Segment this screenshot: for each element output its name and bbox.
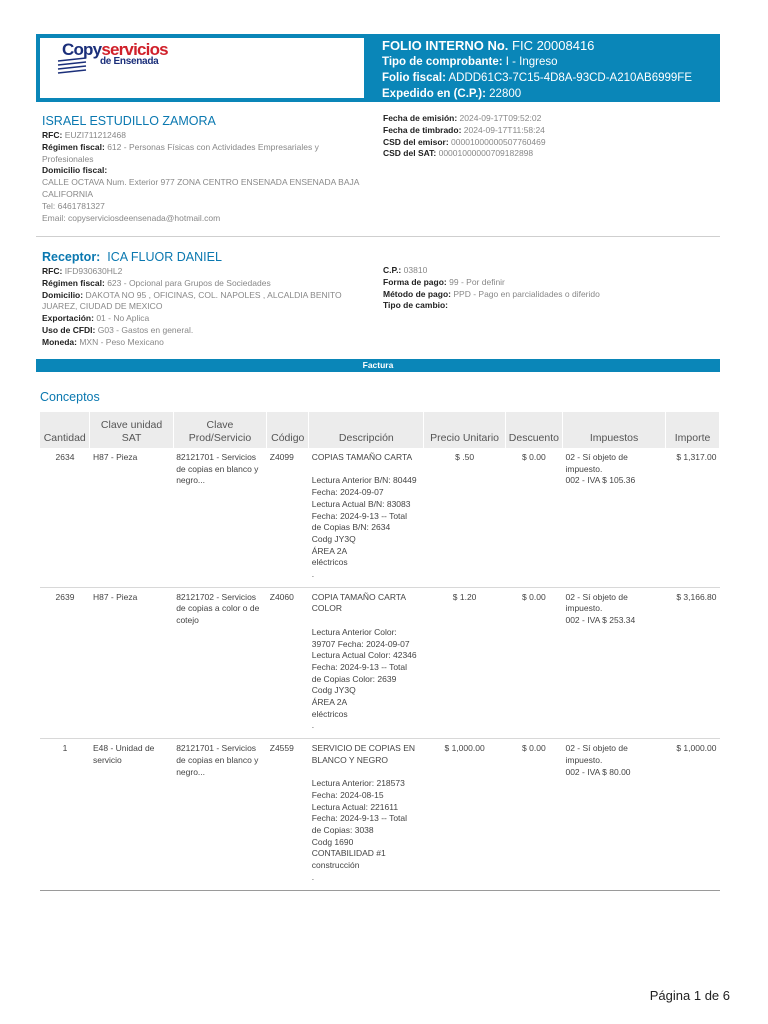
tipo-value: I - Ingreso bbox=[505, 56, 558, 68]
receptor-rfc: IFD930630HL2 bbox=[64, 266, 123, 276]
emisor-regimen-label: Régimen fiscal: bbox=[42, 141, 105, 152]
receptor-name: ICA FLUOR DANIEL bbox=[107, 250, 222, 264]
logo-text-copy: Copy bbox=[62, 40, 102, 59]
logo-subtitle: de Ensenada bbox=[100, 56, 159, 67]
desc-line: ÁREA 2A bbox=[311, 545, 348, 556]
desc-title: COPIA TAMAÑO CARTA COLOR bbox=[311, 591, 406, 614]
col-prod: Clave Prod/Servicio bbox=[173, 412, 267, 448]
csd-emisor: 00001000000507760469 bbox=[451, 136, 546, 147]
impuesto-line: 02 - Sí objeto de bbox=[565, 591, 628, 602]
desc-line: Codg JY3Q bbox=[311, 685, 356, 696]
receptor-regimen-label: Régimen fiscal: bbox=[42, 277, 105, 288]
cell-descripcion bbox=[309, 739, 424, 890]
desc-line: . bbox=[311, 569, 315, 580]
desc-line: Lectura Actual Color: 42346 bbox=[311, 650, 417, 661]
cell-descripcion bbox=[309, 587, 424, 738]
impuesto-line: 002 - IVA $ 253.34 bbox=[565, 615, 636, 626]
cell-impuestos bbox=[562, 587, 665, 738]
desc-line: de Copias: 3038 bbox=[311, 825, 374, 836]
logo-stripes-icon bbox=[56, 57, 96, 75]
company-logo bbox=[56, 41, 166, 77]
receptor-rfc-label: RFC: bbox=[42, 266, 63, 276]
emisor-regimen: 612 - Personas Físicas con Actividades Empresariales y Profesionales bbox=[42, 141, 319, 164]
desc-line: Fecha: 2024-9-13 -- Total bbox=[311, 813, 408, 824]
conceptos-table bbox=[40, 412, 720, 891]
fecha-emision: 2024-09-17T09:52:02 bbox=[459, 113, 542, 123]
fiscal-label: Folio fiscal: bbox=[382, 72, 446, 84]
metodo-pago: PPD - Pago en parcialidades o diferido bbox=[453, 288, 600, 299]
receptor-label: Receptor: bbox=[42, 250, 101, 264]
desc-line: . bbox=[311, 871, 315, 882]
cell-prod: 82121701 - Servicios de copias en blanco y negro... bbox=[173, 448, 267, 587]
impuesto-line: impuesto. bbox=[565, 463, 603, 474]
cell-descuento: $ 0.00 bbox=[505, 739, 562, 890]
conceptos-title: Conceptos bbox=[40, 390, 100, 404]
desc-line: de Copias B/N: 2634 bbox=[311, 522, 391, 533]
cell-unidad: H87 - Pieza bbox=[90, 448, 173, 587]
factura-bar: Factura bbox=[36, 359, 720, 372]
table-row bbox=[40, 739, 720, 890]
pago-info bbox=[383, 265, 600, 312]
cell-importe: $ 1,000.00 bbox=[666, 739, 720, 890]
impuesto-line: 02 - Sí objeto de bbox=[565, 743, 628, 754]
desc-line: de Copias Color: 2639 bbox=[311, 673, 397, 684]
receptor-exportacion-label: Exportación: bbox=[42, 313, 94, 324]
col-codigo: Código bbox=[267, 412, 309, 448]
receptor-moneda-label: Moneda: bbox=[42, 336, 77, 347]
desc-line: . bbox=[311, 720, 315, 731]
col-importe: Importe bbox=[666, 412, 720, 448]
metodo-pago-label: Método de pago: bbox=[383, 288, 451, 299]
cell-descuento: $ 0.00 bbox=[505, 587, 562, 738]
desc-line: Codg 1690 bbox=[311, 836, 354, 847]
impuesto-line: 02 - Sí objeto de bbox=[565, 452, 628, 462]
cell-impuestos bbox=[562, 739, 665, 890]
desc-line: Fecha: 2024-08-15 bbox=[311, 789, 384, 800]
cell-precio: $ 1,000.00 bbox=[424, 739, 505, 890]
receptor-uso: G03 - Gastos en general. bbox=[97, 324, 194, 335]
cell-descripcion bbox=[309, 448, 424, 587]
col-descuento: Descuento bbox=[505, 412, 562, 448]
folio-label: FOLIO INTERNO No. bbox=[382, 38, 509, 53]
desc-title: COPIAS TAMAÑO CARTA bbox=[311, 452, 413, 462]
cell-unidad: E48 - Unidad de servicio bbox=[90, 739, 173, 890]
cell-prod: 82121701 - Servicios de copias en blanco y negro... bbox=[173, 739, 267, 890]
cell-codigo: Z4099 bbox=[267, 448, 309, 587]
emisor-domicilio-label: Domicilio fiscal: bbox=[42, 165, 108, 176]
tipo-label: Tipo de comprobante: bbox=[382, 56, 503, 68]
cell-precio: $ .50 bbox=[424, 448, 505, 587]
emisor-tel: Tel: 6461781327 bbox=[42, 200, 105, 211]
cell-precio: $ 1.20 bbox=[424, 587, 505, 738]
cell-importe: $ 1,317.00 bbox=[666, 448, 720, 587]
receptor-domicilio: DAKOTA NO 95 , OFICINAS, COL. NAPOLES , ALCALDIA BENITO JUAREZ, CIUDAD DE MEXICO bbox=[42, 289, 342, 312]
timbrado-info bbox=[383, 113, 546, 160]
expedido-value: 22800 bbox=[489, 88, 522, 100]
impuesto-line: impuesto. bbox=[565, 754, 603, 765]
page-number: Página 1 de 6 bbox=[649, 988, 730, 1003]
cell-unidad: H87 - Pieza bbox=[90, 587, 173, 738]
fecha-timbrado-label: Fecha de timbrado: bbox=[383, 124, 462, 135]
receptor-uso-label: Uso de CFDI: bbox=[42, 324, 96, 335]
receptor-heading bbox=[42, 249, 372, 265]
col-cantidad: Cantidad bbox=[40, 412, 90, 448]
impuesto-line: 002 - IVA $ 105.36 bbox=[565, 475, 636, 486]
cell-prod: 82121702 - Servicios de copias a color o de cotejo bbox=[173, 587, 267, 738]
emisor-domicilio: CALLE OCTAVA Num. Exterior 977 ZONA CENTRO ENSENADA ENSENADA BAJA CALIFORNIA bbox=[42, 177, 359, 199]
cell-cantidad: 1 bbox=[40, 739, 90, 890]
desc-line: CONTABILIDAD #1 bbox=[311, 848, 386, 859]
impuesto-line: impuesto. bbox=[565, 603, 603, 614]
cell-importe: $ 3,166.80 bbox=[666, 587, 720, 738]
forma-pago-label: Forma de pago: bbox=[383, 276, 447, 287]
expedido-label: Expedido en (C.P.): bbox=[382, 88, 486, 100]
emisor-rfc: EUZI711212468 bbox=[64, 130, 126, 140]
emisor-section bbox=[42, 113, 372, 224]
col-precio: Precio Unitario bbox=[424, 412, 505, 448]
impuesto-line: 002 - IVA $ 80.00 bbox=[565, 766, 631, 777]
invoice-header bbox=[36, 34, 720, 102]
folio-value: FIC 20008416 bbox=[512, 38, 595, 53]
cell-impuestos bbox=[562, 448, 665, 587]
desc-line: Lectura Anterior: 218573 bbox=[311, 778, 405, 789]
fecha-timbrado: 2024-09-17T11:58:24 bbox=[463, 124, 545, 135]
emisor-rfc-label: RFC: bbox=[42, 130, 63, 140]
receptor-domicilio-label: Domicilio: bbox=[42, 289, 84, 300]
desc-line: Fecha: 2024-9-13 -- Total bbox=[311, 510, 408, 521]
logo-panel bbox=[40, 38, 364, 98]
col-unidad: Clave unidad SAT bbox=[90, 412, 173, 448]
cell-cantidad: 2634 bbox=[40, 448, 90, 587]
desc-line: construcción bbox=[311, 860, 360, 871]
desc-line: Codg JY3Q bbox=[311, 533, 356, 544]
desc-title: SERVICIO DE COPIAS EN BLANCO Y NEGRO bbox=[311, 743, 416, 765]
table-header-row bbox=[40, 412, 720, 448]
fecha-emision-label: Fecha de emisión: bbox=[383, 113, 458, 123]
desc-line: Lectura Anterior Color: bbox=[311, 626, 397, 637]
tipo-cambio-label: Tipo de cambio: bbox=[383, 300, 449, 311]
csd-sat: 00001000000709182898 bbox=[438, 148, 534, 159]
cp-label: C.P.: bbox=[383, 265, 402, 275]
col-descripcion: Descripción bbox=[309, 412, 424, 448]
receptor-moneda: MXN - Peso Mexicano bbox=[79, 336, 164, 347]
csd-emisor-label: CSD del emisor: bbox=[383, 136, 449, 147]
desc-line: Lectura Actual B/N: 83083 bbox=[311, 498, 411, 509]
desc-line: Fecha: 2024-09-07 bbox=[311, 487, 384, 498]
table-row bbox=[40, 587, 720, 738]
fiscal-value: ADDD61C3-7C15-4D8A-93CD-A210AB6999FE bbox=[448, 72, 693, 84]
desc-line: eléctricos bbox=[311, 557, 348, 568]
logo-text-servicios: servicios bbox=[101, 40, 168, 59]
receptor-exportacion: 01 - No Aplica bbox=[96, 313, 150, 324]
cell-cantidad: 2639 bbox=[40, 587, 90, 738]
desc-line: ÁREA 2A bbox=[311, 697, 348, 708]
desc-line: Lectura Actual: 221611 bbox=[311, 801, 399, 812]
cell-descuento: $ 0.00 bbox=[505, 448, 562, 587]
csd-sat-label: CSD del SAT: bbox=[383, 148, 437, 159]
emisor-name: ISRAEL ESTUDILLO ZAMORA bbox=[42, 114, 216, 128]
cp-value: 03810 bbox=[403, 265, 428, 275]
emisor-email: Email: copyserviciosdeensenada@hotmail.com bbox=[42, 212, 221, 223]
desc-line: Fecha: 2024-9-13 -- Total bbox=[311, 661, 408, 672]
cell-codigo: Z4559 bbox=[267, 739, 309, 890]
forma-pago: 99 - Por definir bbox=[449, 276, 505, 287]
desc-line: eléctricos bbox=[311, 708, 348, 719]
desc-line: 39707 Fecha: 2024-09-07 bbox=[311, 638, 410, 649]
receptor-regimen: 623 - Opcional para Grupos de Sociedades bbox=[107, 277, 271, 288]
section-divider bbox=[36, 236, 720, 237]
cell-codigo: Z4060 bbox=[267, 587, 309, 738]
col-impuestos: Impuestos bbox=[562, 412, 665, 448]
desc-line: Lectura Anterior B/N: 80449 bbox=[311, 475, 417, 486]
table-row bbox=[40, 448, 720, 587]
invoice-header-info bbox=[382, 38, 692, 102]
receptor-section bbox=[42, 249, 372, 349]
